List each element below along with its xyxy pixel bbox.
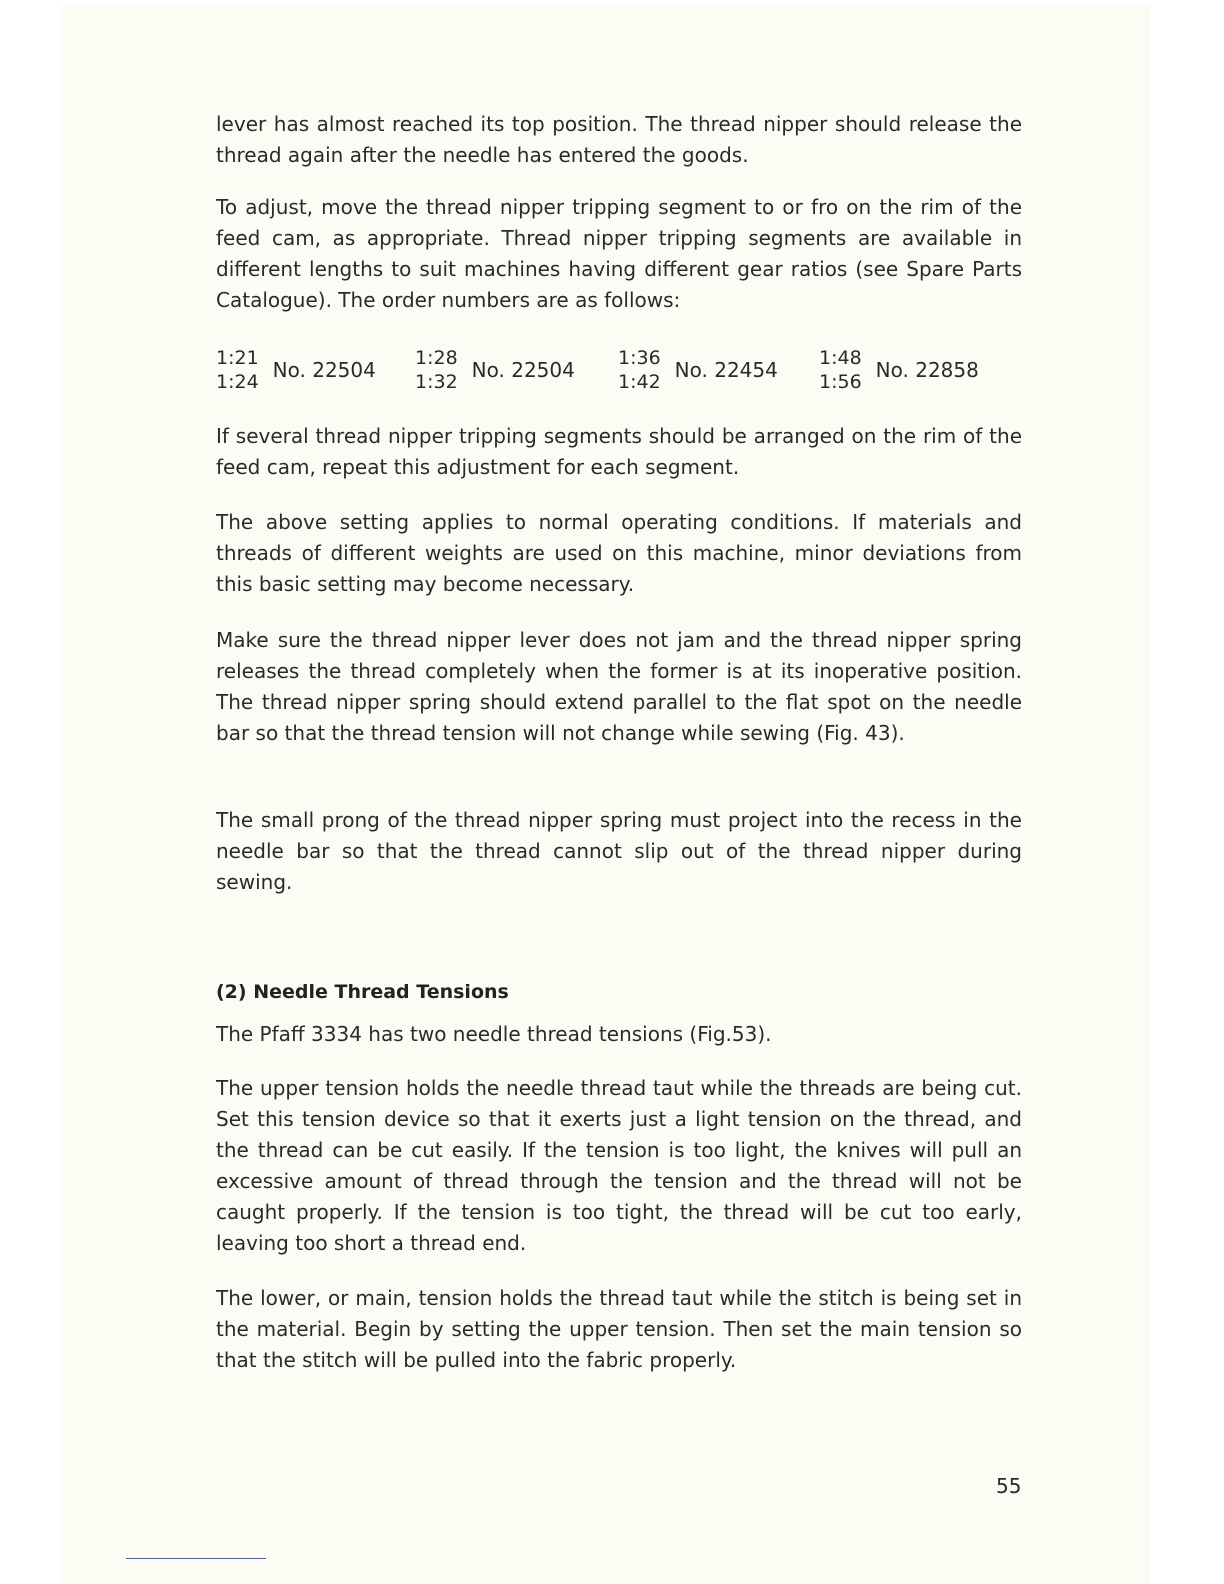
order-number: No. 22504 (471, 358, 575, 382)
paragraph-adjust-segment: To adjust, move the thread nipper tripping segment to or fro on the rim of the feed cam, as appropriate. Thread nipper tripping segments are available in different lengths to suit machines having different gear ratios (see Spare Parts Catalogue). The order numbers are as follows: (216, 195, 1022, 312)
gear-ratios (415, 346, 458, 394)
gear-ratio: 1:21 (216, 347, 259, 369)
gear-ratio: 1:56 (819, 371, 862, 393)
paragraph-several-segments: If several thread nipper tripping segments should be arranged on the rim of the feed cam, repeat this adjustment for each segment. (216, 424, 1022, 479)
gear-ratio: 1:36 (618, 347, 661, 369)
paragraph-small-prong: The small prong of the thread nipper spring must project into the recess in the needle bar so that the thread cannot slip out of the thread nipper during sewing. (216, 808, 1022, 894)
gear-ratio: 1:24 (216, 371, 259, 393)
paragraph-main-tension: The lower, or main, tension holds the thread taut while the stitch is being set in the material. Begin by setting the upper tension. Then set the main tension so that the stitch will be pulled into the fabric properly. (216, 1286, 1022, 1372)
paragraph-normal-conditions: The above setting applies to normal operating conditions. If materials and threads of different weights are used on this machine, minor deviations from this basic setting may become necessary. (216, 510, 1022, 596)
gear-ratios (216, 346, 259, 394)
page-number: 55 (996, 1474, 1022, 1498)
gear-ratio: 1:48 (819, 347, 862, 369)
gear-ratios (819, 346, 862, 394)
gear-ratio: 1:42 (618, 371, 661, 393)
paragraph-nipper-lever-check: Make sure the thread nipper lever does not jam and the thread nipper spring releases the thread completely when the former is at its inoperative position. The thread nipper spring should extend parallel to the flat spot on the needle bar so that the thread tension will not change while sewing (Fig. 43). (216, 628, 1022, 745)
order-item (819, 345, 979, 395)
paragraph-nipper-release: lever has almost reached its top position. The thread nipper should release the thread again after the needle has entered the goods. (216, 112, 1022, 167)
order-number: No. 22858 (875, 358, 979, 382)
paragraph-upper-tension: The upper tension holds the needle thread taut while the threads are being cut. Set this tension device so that it exerts just a light tension on the thread, and the thread can be cut easily. If the tension is too light, the knives will pull an excessive amount of thread through the tension and the thread will not be caught properly. If the tension is too tight, the thread will be cut too early, leaving too short a thread end. (216, 1076, 1022, 1255)
order-item (216, 345, 376, 395)
section-heading: (2) Needle Thread Tensions (216, 981, 509, 1003)
gear-ratio: 1:32 (415, 371, 458, 393)
divider (126, 1558, 266, 1559)
gear-ratio: 1:28 (415, 347, 458, 369)
gear-ratios (618, 346, 661, 394)
paragraph-two-tensions: The Pfaff 3334 has two needle thread tensions (Fig.53). (216, 1022, 772, 1046)
order-number: No. 22454 (674, 358, 778, 382)
order-item (415, 345, 575, 395)
order-numbers-table (216, 345, 1022, 401)
order-item (618, 345, 778, 395)
order-number: No. 22504 (272, 358, 376, 382)
